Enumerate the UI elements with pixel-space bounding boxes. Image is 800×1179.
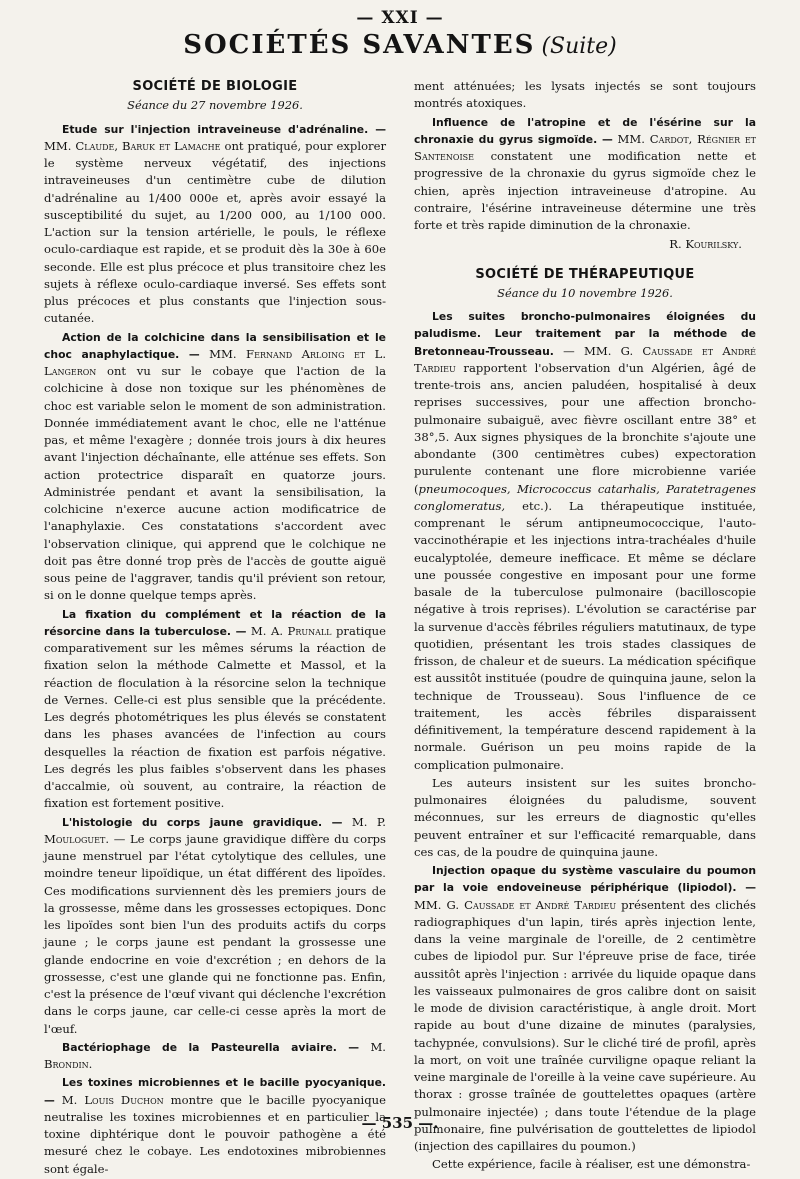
right-column (414, 78, 756, 1175)
article-body: pratique comparativement sur les mêmes sérums la réaction de fixation selon la méthode Calmette et Massol, et la réaction de floculation à la résorcine selon la technique de Vernes. Celle-ci est plus sensible que la précédente. Les degrés photométriques les plus élevés se constatent dans les phases avancées de l'infection au cours desquelles la réaction de fixation est parfois négative. Les degrés les plus faibles s'observent dans les phases d'accalmie, où souvent, au contraire, la réaction de fixation est fortement positive. (44, 623, 386, 811)
left-column (44, 78, 386, 1179)
article-title: Bactériophage de la Pasteurella aviaire. — (62, 1040, 360, 1054)
title-suite: (Suite) (541, 34, 617, 59)
section-title-therapeutique: SOCIÉTÉ DE THÉRAPEUTIQUE (475, 266, 695, 282)
article-body: ont vu sur le cobaye que l'action de la colchicine à dose non toxique sur les phénomènes de choc est variable selon le moment de son administration. Donnée immédiatement avant le choc, elle ne l'atténue pas, et même l'exagère ; donnée trois jours à dix heures avant l'injection déchaînante, elle atténue ses effets. Son action protectrice disparaît en quatorze jours. Administrée pendant et avant la sensibilisation, la colchicine n'exerce aucune action modificatrice de l'anaphylaxie. Ces constatations s'accordent avec l'observation clinique, qui apprend que le colchique ne doit pas être donné trop près de l'accès de goutte aiguë sous peine de l'aggraver, tandis qu'il prévient son retour, si on le donne quelque temps après. (44, 364, 387, 603)
title-text: SOCIÉTÉS SAVANTES (183, 30, 536, 60)
page-roman-numeral: — XXI — (356, 8, 444, 28)
article-title: Action de la colchicine dans la sensibilisation et le choc anaphylactique. — (44, 330, 386, 361)
article-body: rapportent l'observation d'un Algérien, âgé de trente-trois ans, ancien paludéen, hospitalisé à deux reprises successives, pour une affection broncho-pulmonaire subaiguë, avec fièvre oscillant entre 38° et 38°,5. Aux signes physiques de la bronchite s'ajoute une abondante (300 centimètres cubes) expectoration purulente contenant une flore microbienne variée ( (414, 360, 757, 496)
section-title-biologie: SOCIÉTÉ DE BIOLOGIE (132, 79, 298, 94)
article-authors: M. A. Prunall (250, 623, 332, 638)
article-lipiodol-para2: Cette expérience, facile à réaliser, est une démonstra- (432, 1157, 751, 1172)
article-lipiodol (414, 862, 756, 1155)
article-colchicine (44, 329, 386, 605)
signature: R. Kourilsky. (669, 237, 742, 252)
article-corps-jaune (44, 814, 386, 1038)
article-authors: MM. G. Caussade et André Tardieu (414, 897, 617, 912)
article-paludisme-para2: Les auteurs insistent sur les suites broncho-pulmonaires éloignées du paludisme, souvent méconnues, sur les erreurs de diagnostic qu'elles peuvent entraîner et sur l'efficacité remarquable, dans ces cas, de la poudre de quinquina jaune. (414, 775, 756, 859)
article-title: Les toxines microbiennes et le bacille pyocyanique. — (44, 1076, 386, 1107)
section-date-therapeutique: Séance du 10 novembre 1926. (497, 285, 673, 300)
continuation-text: ment atténuées; les lysats injectés se sont toujours montrés atoxiques. (414, 79, 756, 111)
article-fixation (44, 606, 386, 813)
article-title: L'histologie du corps jaune gravidique. — (62, 815, 343, 829)
article-title: Influence de l'atropine et de l'ésérine sur la chronaxie du gyrus sigmoïde. — (414, 115, 756, 146)
article-authors: M. Brondin. (44, 1039, 386, 1071)
article-adrenaline (44, 121, 386, 328)
article-title: Les suites broncho-pulmonaires éloignées du paludisme. Leur traitement par la méthode de Bretonneau-Trousseau. (414, 310, 756, 358)
article-body-italic: pneumocoques, Micrococcus catarhalis, Paratetragenes conglomeratus, (414, 481, 756, 513)
article-paludisme (414, 308, 756, 774)
article-body: ont pratiqué, pour explorer le système nerveux végétatif, des injections intraveineuses d'un centimètre cube de dilution d'adrénaline au 1/400 000e et, après avoir essayé la susceptibilité du sujet, au 1/200 000, au 1/100 000. L'action sur la tension artérielle, le pouls, le réflexe oculo-cardiaque est rapide, et se produit dès la 30e à 60e seconde. Elle est plus précoce et plus transitoire chez les sujets à réflexe oculo-cardiaque inversé. Ses effets sont plus précoces et plus constants que l'injection sous-cutanée. (44, 138, 386, 326)
article-body: constatent une modification nette et progressive de la chronaxie du gyrus sigmoïde chez le chien, après injection intraveineuse d'atropine. Au contraire, l'ésérine intraveineuse détermine une très forte et très rapide diminution de la chronaxie. (414, 149, 757, 232)
article-authors: M. Louis Duchon (61, 1092, 164, 1107)
article-title: Etude sur l'injection intraveineuse d'adrénaline. — (62, 122, 386, 136)
article-body: — Le corps jaune gravidique diffère du corps jaune menstruel par l'état cytolytique des cellules, une moindre teneur lipoïdique, un état différent des lipoïdes. Ces modifications surviennent dès les premiers jours de la grossesse, même dans les grossesses ectopiques. Donc les lipoïdes sont bien l'un des produits actifs du corps jaune ; le corps jaune est pendant la grossesse une glande endocrine en voie d'excrétion ; en dehors de la grossesse, c'est une glande qui ne fonctionne pas. Enfin, c'est la présence de l'œuf vivant qui déclenche l'excrétion dans le corps jaune, car celle-ci cesse après la mort de l'œuf. (44, 831, 387, 1036)
article-atropine (414, 114, 756, 235)
article-title: Injection opaque du système vasculaire du poumon par la voie endoveineuse périphérique (lipiodol). — (414, 864, 756, 895)
article-pasteurella (44, 1039, 386, 1074)
article-authors: MM. Cardot, Régnier et Santenoise (414, 131, 756, 163)
article-authors: — MM. G. Caussade et André Tardieu (414, 343, 756, 375)
section-date-biologie: Séance du 27 novembre 1926. (127, 98, 303, 113)
article-body: etc.). La thérapeutique instituée, comprenant le sérum antipneumococcique, l'auto-vaccinothérapie et les injections intra-trachéales d'huile eucalyptolée, demeure inefficace. Et même se déclare une poussée congestive en imposant pour une forme basale de la tuberculose pulmonaire (bacilloscopie négative à trois reprises). L'évolution se caractérise par la survenue d'accès fébriles réguliers matutinaux, de type quotidien, présentant les trois stades classiques de frisson, de chaleur et de sueurs. La médication spécifique est aussitôt instituée (poudre de quinquina jaune, selon la technique de Trousseau). Sous l'influence de ce traitement, les accès fébriles disparaissent définitivement, la température descend rapidement à la normale. Guérison un peu moins rapide de la complication pulmonaire. (414, 498, 756, 772)
article-authors: M. P. Mouloguet. (44, 814, 386, 846)
article-body: présentent des clichés radiographiques d'un lapin, tirés après injection lente, dans la veine marginale de l'oreille, de 2 centimètre cubes de lipiodol pur. Sur l'épreuve prise de face, tirée aussitôt après l'injection : arrivée du liquide opaque dans les vaisseaux pulmonaires de gros calibre dont on saisit le mode de division caractéristique, à angle droit. Mort rapide au bout d'une dizaine de minutes (paralysies, tachypnée, convulsions). Sur le cliché tiré de profil, après la mort, on voit une traînée curviligne opaque reliant la veine marginale de l'oreille à la veine cave supérieure. Au thorax : grosse traînée de gouttelettes opaques (artère pulmonaire injectée) ; dans toute l'étendue de la plage pulmonaire, fine pulvérisation de gouttelettes de lipiodol (injection des capillaires du poumon.) (414, 897, 756, 1153)
article-authors: MM. Claude, Baruk et Lamache (44, 138, 221, 153)
page-title (0, 30, 800, 60)
article-body: montre que le bacille pyocyanique neutralise les toxines microbiennes et en particulier la toxine diphtérique dont le pouvoir pathogène a été mesuré chez le cobaye. Les endotoxines mibrobiennes sont égale- (44, 1092, 387, 1176)
page-number: — 535 —. (361, 1114, 439, 1132)
article-title: La fixation du complément et la réaction de la résorcine dans la tuberculose. — (44, 607, 386, 638)
article-authors: MM. Fernand Arloing et L. Langeron (44, 346, 387, 378)
